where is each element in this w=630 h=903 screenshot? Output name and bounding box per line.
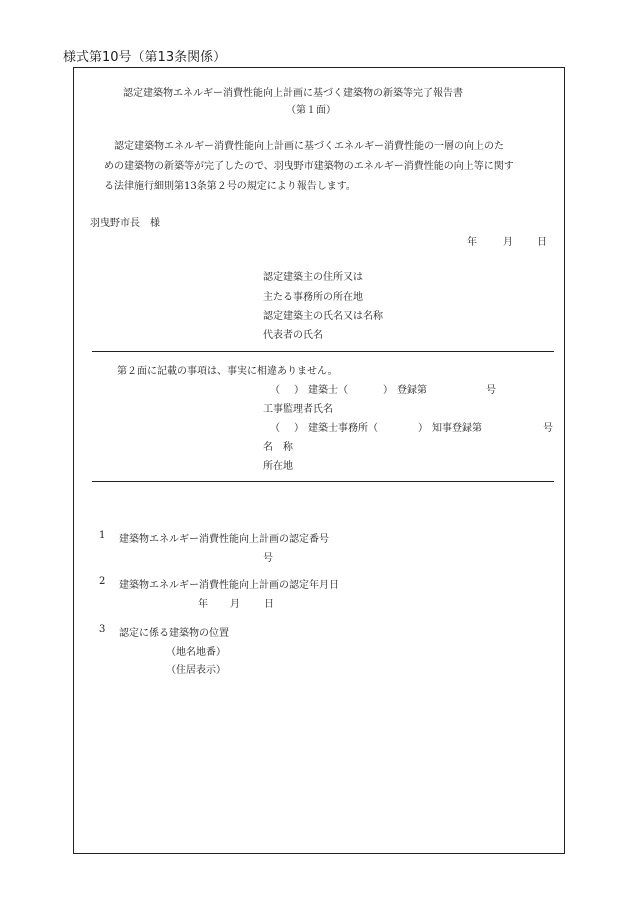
date-day: 日 (537, 237, 547, 248)
architect-class-paren-open: （ (270, 385, 280, 396)
addressee: 羽曳野市長 様 (90, 218, 160, 229)
approval-number-suffix: 号 (263, 553, 273, 564)
office-class-paren-close: ） (294, 423, 304, 434)
form-subtitle: （第１面） (286, 105, 336, 116)
office-address-label: 所在地 (263, 461, 293, 472)
statement-line: めの建築物の新築等が完了したので、羽曳野市建築物のエネルギー消費性能の向上等に関す (104, 161, 514, 172)
residential-address-label: （住居表示） (166, 665, 226, 676)
certification-statement: 第２面に記載の事項は、事実に相違ありません。 (117, 366, 338, 377)
section-divider (92, 351, 554, 352)
approval-date-year: 年 (198, 599, 208, 610)
applicant-name-label: 認定建築主の氏名又は名称 (263, 311, 383, 322)
architect-label: 建築士（ (308, 385, 348, 396)
supervisor-name-label: 工事監理者氏名 (263, 404, 333, 415)
approval-number-label: 建築物エネルギー消費性能向上計画の認定番号 (119, 534, 329, 545)
lot-number-label: （地名地番） (166, 647, 226, 658)
form-title: 認定建築物エネルギー消費性能向上計画に基づく建築物の新築等完了報告書 (123, 88, 463, 99)
office-registration-label: 知事登録第 (432, 423, 482, 434)
office-class-paren-open: （ (270, 423, 280, 434)
date-month: 月 (503, 237, 513, 248)
approval-date-day: 日 (264, 599, 274, 610)
statement-line: 認定建築物エネルギー消費性能向上計画に基づくエネルギー消費性能の一層の向上のた (114, 141, 504, 152)
section-divider (92, 481, 554, 482)
report-statement (104, 137, 556, 197)
office-name-label: 名 称 (263, 442, 293, 453)
office-number-suffix: 号 (543, 423, 553, 434)
building-location-label: 認定に係る建築物の位置 (119, 628, 229, 639)
architect-class-paren-close: ） (294, 385, 304, 396)
form-number: 様式第10号（第13条関係） (63, 50, 227, 65)
applicant-office-label: 主たる事務所の所在地 (263, 292, 363, 303)
item-number: 3 (99, 624, 106, 635)
approval-date-month: 月 (230, 599, 240, 610)
applicant-address-label: 認定建築主の住所又は (263, 272, 363, 283)
item-number: 1 (99, 530, 106, 541)
representative-name-label: 代表者の氏名 (263, 330, 323, 341)
statement-line: る法律施行細則第13条第２号の規定により報告します。 (104, 181, 356, 192)
architect-label-close: ） (383, 385, 393, 396)
architect-registration-label: 登録第 (397, 385, 427, 396)
architect-office-label-close: ） (418, 423, 428, 434)
date-year: 年 (467, 237, 477, 248)
architect-office-label: 建築士事務所（ (308, 423, 378, 434)
item-number: 2 (99, 576, 106, 587)
architect-number-suffix: 号 (486, 385, 496, 396)
approval-date-label: 建築物エネルギー消費性能向上計画の認定年月日 (119, 580, 339, 591)
